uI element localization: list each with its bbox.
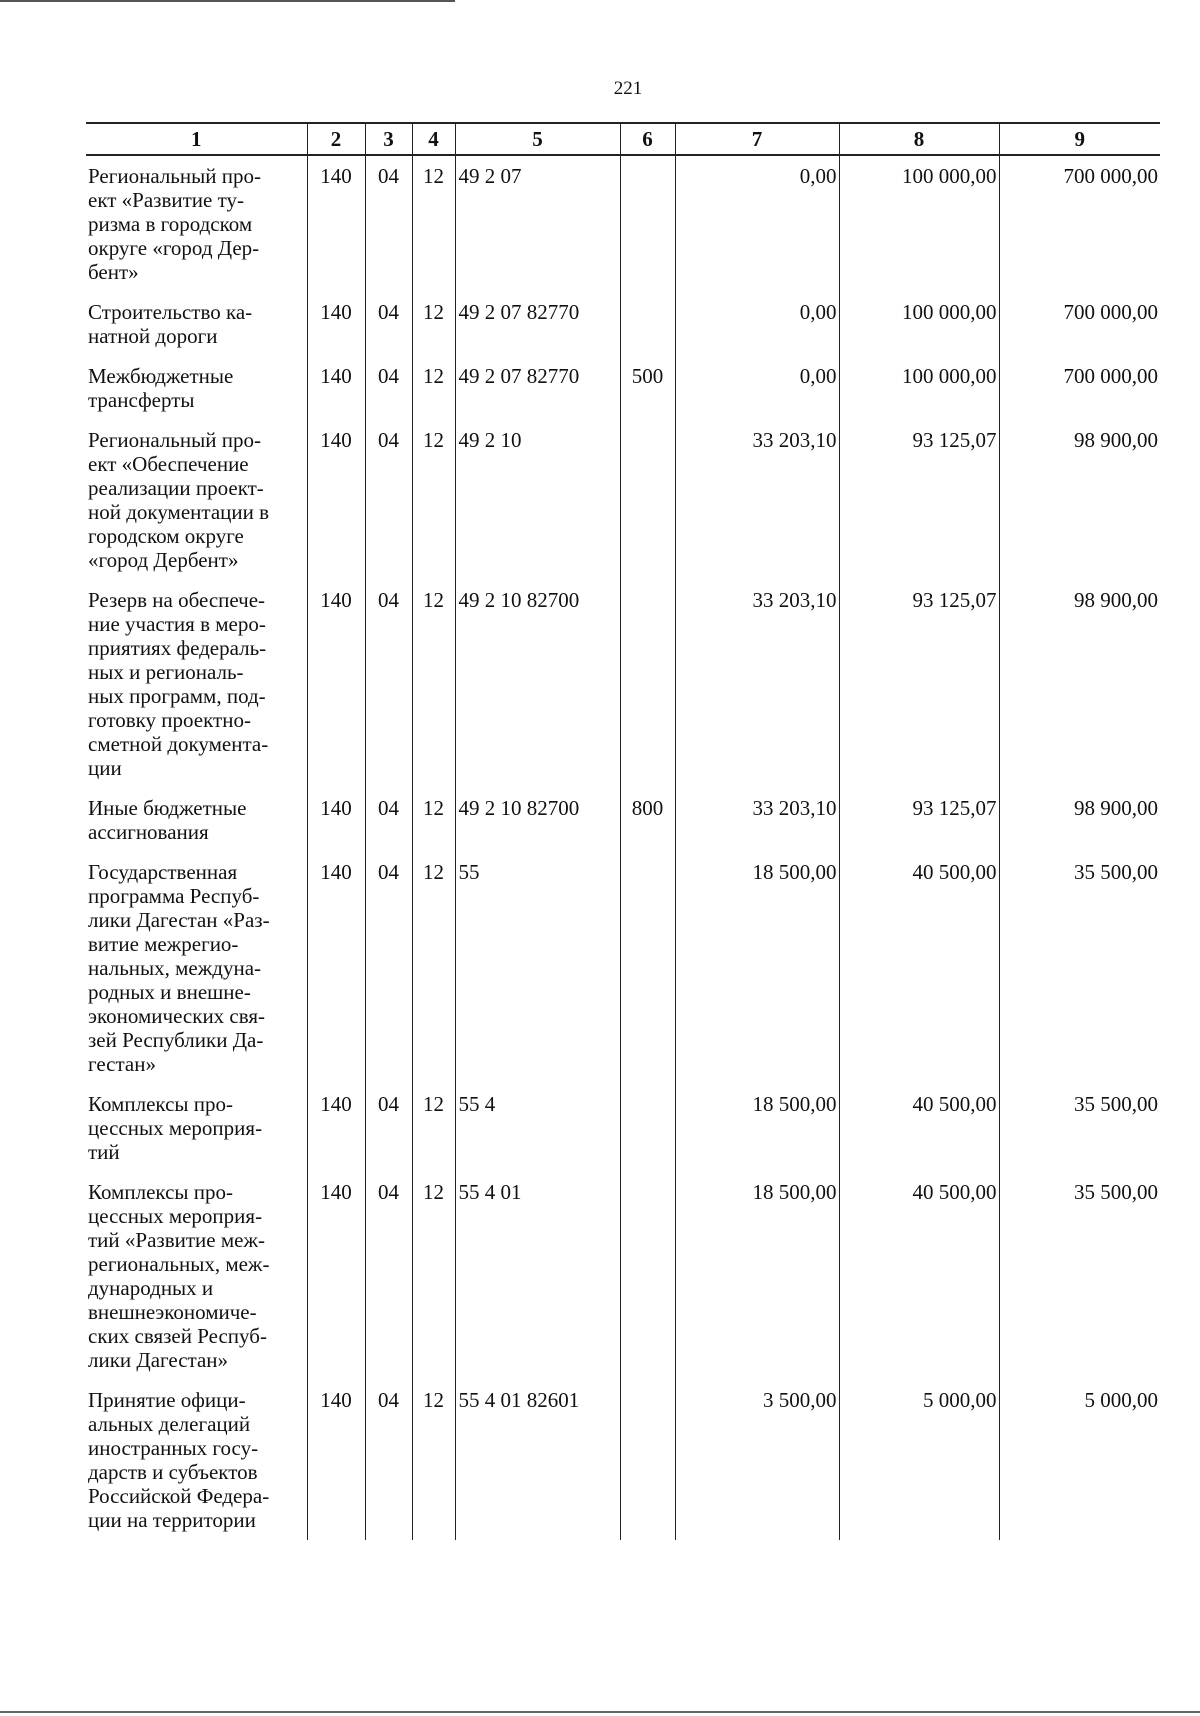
row-name-cell: Строительство ка- натной дороги bbox=[88, 300, 253, 348]
amount-cell: 18 500,00 bbox=[675, 852, 839, 1084]
amount-cell: 98 900,00 bbox=[999, 580, 1160, 788]
section-cell: 04 bbox=[365, 155, 412, 292]
amount-cell: 33 203,10 bbox=[675, 420, 839, 580]
target-article-cell: 49 2 10 bbox=[455, 420, 620, 580]
scan-top-edge-line bbox=[0, 0, 455, 2]
amount-cell: 98 900,00 bbox=[999, 788, 1160, 852]
subsection-cell: 12 bbox=[412, 1084, 455, 1172]
table-row bbox=[86, 420, 1160, 580]
amount-cell: 18 500,00 bbox=[675, 1084, 839, 1172]
row-name-cell: Региональный про- ект «Развитие ту- ризма в городском округе «город Дер- бент» bbox=[88, 164, 261, 284]
target-article-cell: 55 4 bbox=[455, 1084, 620, 1172]
subsection-cell: 12 bbox=[412, 420, 455, 580]
table-row bbox=[86, 292, 1160, 356]
row-name-cell: Иные бюджетные ассигнования bbox=[88, 796, 247, 844]
amount-cell: 100 000,00 bbox=[839, 356, 999, 420]
table-row bbox=[86, 1084, 1160, 1172]
amount-cell: 18 500,00 bbox=[675, 1172, 839, 1380]
expense-type-cell: 800 bbox=[620, 788, 675, 852]
subsection-cell: 12 bbox=[412, 292, 455, 356]
expense-type-cell bbox=[620, 852, 675, 1084]
table-row bbox=[86, 852, 1160, 1084]
expense-type-cell bbox=[620, 292, 675, 356]
target-article-cell: 49 2 07 82770 bbox=[455, 356, 620, 420]
amount-cell: 100 000,00 bbox=[839, 292, 999, 356]
amount-cell: 0,00 bbox=[675, 292, 839, 356]
code-cell: 140 bbox=[307, 1084, 365, 1172]
code-cell: 140 bbox=[307, 155, 365, 292]
code-cell: 140 bbox=[307, 1380, 365, 1540]
amount-cell: 33 203,10 bbox=[675, 788, 839, 852]
row-name-cell: Межбюджетные трансферты bbox=[88, 364, 234, 412]
subsection-cell: 12 bbox=[412, 1172, 455, 1380]
table-row bbox=[86, 1172, 1160, 1380]
amount-cell: 3 500,00 bbox=[675, 1380, 839, 1540]
table-row bbox=[86, 356, 1160, 420]
scan-bottom-edge-line bbox=[0, 1711, 1200, 1713]
section-cell: 04 bbox=[365, 1084, 412, 1172]
expense-type-cell bbox=[620, 580, 675, 788]
target-article-cell: 49 2 07 82770 bbox=[455, 292, 620, 356]
column-header: 1 bbox=[86, 123, 307, 155]
column-header: 4 bbox=[412, 123, 455, 155]
amount-cell: 40 500,00 bbox=[839, 852, 999, 1084]
subsection-cell: 12 bbox=[412, 852, 455, 1084]
column-header: 6 bbox=[620, 123, 675, 155]
table-row bbox=[86, 1380, 1160, 1540]
code-cell: 140 bbox=[307, 420, 365, 580]
column-header: 8 bbox=[839, 123, 999, 155]
amount-cell: 5 000,00 bbox=[999, 1380, 1160, 1540]
page-number: 221 bbox=[613, 78, 643, 99]
section-cell: 04 bbox=[365, 1172, 412, 1380]
target-article-cell: 49 2 10 82700 bbox=[455, 788, 620, 852]
section-cell: 04 bbox=[365, 852, 412, 1084]
row-name-cell: Государственная программа Респуб- лики Дагестан «Раз- витие межрегио- нальных, междуна- родных и внешне- экономических свя- зей Республики Да- гестан» bbox=[88, 860, 270, 1076]
section-cell: 04 bbox=[365, 580, 412, 788]
code-cell: 140 bbox=[307, 852, 365, 1084]
table-body bbox=[86, 155, 1160, 1540]
amount-cell: 93 125,07 bbox=[839, 580, 999, 788]
expense-type-cell bbox=[620, 1084, 675, 1172]
code-cell: 140 bbox=[307, 788, 365, 852]
amount-cell: 700 000,00 bbox=[999, 356, 1160, 420]
row-name-cell: Комплексы про- цессных мероприя- тий bbox=[88, 1092, 263, 1164]
expense-type-cell bbox=[620, 1172, 675, 1380]
budget-table bbox=[86, 122, 1160, 1540]
subsection-cell: 12 bbox=[412, 580, 455, 788]
section-cell: 04 bbox=[365, 356, 412, 420]
subsection-cell: 12 bbox=[412, 1380, 455, 1540]
expense-type-cell bbox=[620, 420, 675, 580]
table-row bbox=[86, 155, 1160, 292]
amount-cell: 40 500,00 bbox=[839, 1172, 999, 1380]
amount-cell: 100 000,00 bbox=[839, 155, 999, 292]
section-cell: 04 bbox=[365, 788, 412, 852]
target-article-cell: 55 4 01 82601 bbox=[455, 1380, 620, 1540]
table-row bbox=[86, 580, 1160, 788]
expense-type-cell bbox=[620, 155, 675, 292]
expense-type-cell bbox=[620, 1380, 675, 1540]
row-name-cell: Принятие офици- альных делегаций иностранных госу- дарств и субъектов Российской Федера- ции на территории bbox=[88, 1388, 270, 1532]
row-name-cell: Комплексы про- цессных мероприя- тий «Развитие меж- региональных, меж- дународных и внешнеэкономиче- ских связей Респуб- лики Дагестан» bbox=[88, 1180, 270, 1372]
target-article-cell: 55 4 01 bbox=[455, 1172, 620, 1380]
amount-cell: 40 500,00 bbox=[839, 1084, 999, 1172]
amount-cell: 0,00 bbox=[675, 155, 839, 292]
table-header-row bbox=[86, 123, 1160, 155]
amount-cell: 93 125,07 bbox=[839, 788, 999, 852]
target-article-cell: 49 2 07 bbox=[455, 155, 620, 292]
column-header: 2 bbox=[307, 123, 365, 155]
amount-cell: 33 203,10 bbox=[675, 580, 839, 788]
subsection-cell: 12 bbox=[412, 356, 455, 420]
table-row bbox=[86, 788, 1160, 852]
row-name-cell: Резерв на обеспече- ние участия в меро- приятиях федераль- ных и региональ- ных программ, под- готовку проектно- сметной документа- ции bbox=[88, 588, 269, 780]
subsection-cell: 12 bbox=[412, 788, 455, 852]
column-header: 9 bbox=[999, 123, 1160, 155]
target-article-cell: 49 2 10 82700 bbox=[455, 580, 620, 788]
section-cell: 04 bbox=[365, 292, 412, 356]
target-article-cell: 55 bbox=[455, 852, 620, 1084]
code-cell: 140 bbox=[307, 580, 365, 788]
row-name-cell: Региональный про- ект «Обеспечение реализации проект- ной документации в городском округе «город Дербент» bbox=[88, 428, 270, 572]
subsection-cell: 12 bbox=[412, 155, 455, 292]
amount-cell: 35 500,00 bbox=[999, 852, 1160, 1084]
section-cell: 04 bbox=[365, 420, 412, 580]
expense-type-cell: 500 bbox=[620, 356, 675, 420]
amount-cell: 35 500,00 bbox=[999, 1172, 1160, 1380]
code-cell: 140 bbox=[307, 292, 365, 356]
amount-cell: 700 000,00 bbox=[999, 155, 1160, 292]
code-cell: 140 bbox=[307, 1172, 365, 1380]
column-header: 7 bbox=[675, 123, 839, 155]
amount-cell: 5 000,00 bbox=[839, 1380, 999, 1540]
amount-cell: 98 900,00 bbox=[999, 420, 1160, 580]
amount-cell: 93 125,07 bbox=[839, 420, 999, 580]
column-header: 3 bbox=[365, 123, 412, 155]
section-cell: 04 bbox=[365, 1380, 412, 1540]
amount-cell: 0,00 bbox=[675, 356, 839, 420]
column-header: 5 bbox=[455, 123, 620, 155]
amount-cell: 700 000,00 bbox=[999, 292, 1160, 356]
amount-cell: 35 500,00 bbox=[999, 1084, 1160, 1172]
code-cell: 140 bbox=[307, 356, 365, 420]
